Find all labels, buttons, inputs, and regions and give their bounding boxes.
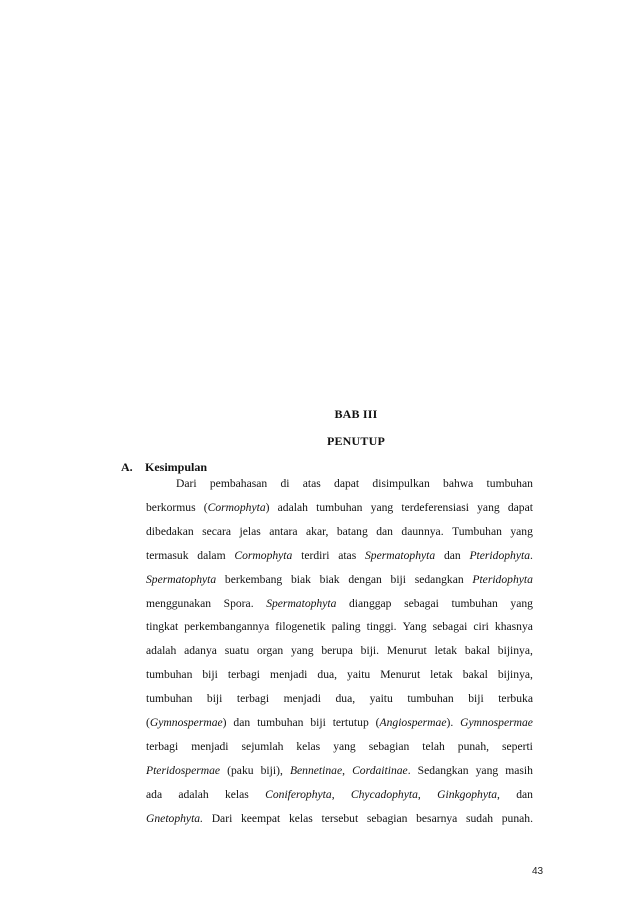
word-group xyxy=(197,549,225,563)
word: sedangkan xyxy=(414,572,464,586)
chapter-title: PENUTUP xyxy=(326,434,386,448)
word-group xyxy=(207,692,222,706)
word-group xyxy=(146,620,178,634)
word: seperti xyxy=(502,739,533,753)
word: biak xyxy=(319,572,340,586)
word: dapat xyxy=(334,477,360,490)
word: tersebut xyxy=(321,811,359,825)
word: paling xyxy=(331,620,361,634)
word-group xyxy=(407,692,453,706)
word: letak xyxy=(430,668,453,682)
word-group xyxy=(224,597,254,611)
word-group xyxy=(404,597,439,611)
word-group xyxy=(333,716,369,730)
word: terbagi xyxy=(227,668,261,682)
word-group xyxy=(280,477,289,491)
word-group xyxy=(237,692,269,706)
word: masih xyxy=(505,763,533,777)
word: berkormus xyxy=(146,500,196,514)
word: Pteridophyta xyxy=(469,548,531,562)
word: ) xyxy=(222,716,227,729)
word-group xyxy=(380,668,420,682)
word-group xyxy=(296,740,320,754)
word-group xyxy=(146,764,220,778)
word-group xyxy=(146,573,216,587)
word-group xyxy=(269,525,297,539)
paragraph-line xyxy=(146,812,533,826)
word-group xyxy=(225,788,249,802)
word: Menurut xyxy=(380,668,421,682)
word-group xyxy=(508,501,533,515)
word-group xyxy=(435,644,458,658)
word-group xyxy=(348,573,381,587)
word-group xyxy=(146,549,189,563)
word-group xyxy=(317,668,337,682)
word: Ginkgophyta xyxy=(437,787,497,801)
paragraph-line xyxy=(146,740,533,754)
word-group xyxy=(146,525,194,539)
word-group xyxy=(270,668,307,682)
word: menggunakan xyxy=(146,596,212,610)
word: biji xyxy=(310,716,326,729)
word-group xyxy=(261,764,283,778)
word-group xyxy=(303,477,321,491)
word-group xyxy=(349,597,392,611)
word: terbagi xyxy=(236,692,270,706)
word: biji xyxy=(202,668,218,682)
word: biji xyxy=(468,692,484,706)
word: terdiri xyxy=(301,548,330,562)
word-group xyxy=(430,668,453,682)
word: akar, xyxy=(306,524,329,538)
word-group xyxy=(316,501,362,515)
word-group xyxy=(284,692,321,706)
word: filogenetik xyxy=(275,620,326,634)
word: dapat xyxy=(507,500,533,514)
word: antara xyxy=(269,524,298,538)
word: ( xyxy=(375,716,380,729)
word-group xyxy=(444,549,461,563)
word-group xyxy=(184,644,217,658)
word: letak xyxy=(434,644,458,658)
word-group xyxy=(391,573,406,587)
word: Gnetophyta. xyxy=(146,811,203,825)
word: kelas xyxy=(296,739,321,753)
word-group xyxy=(225,573,282,587)
paragraph-line xyxy=(146,716,533,730)
word-group xyxy=(473,620,488,634)
word: Spermatophyta xyxy=(266,596,337,610)
word-group xyxy=(403,620,427,634)
word: Chycadophyta xyxy=(350,787,418,801)
word: pembahasan xyxy=(209,477,268,490)
word: dan xyxy=(233,716,251,729)
page-number: 43 xyxy=(532,866,544,877)
word: sebagai xyxy=(432,620,468,634)
word: Pteridophyta xyxy=(472,572,533,586)
word: Tumbuhan xyxy=(452,524,502,538)
word: dua, xyxy=(317,668,338,682)
word: yang xyxy=(333,739,356,753)
word: biak xyxy=(290,572,311,586)
word: Dari xyxy=(176,477,197,490)
word-group xyxy=(443,477,473,491)
word: adalah xyxy=(178,787,209,801)
word-group xyxy=(510,597,533,611)
word: , xyxy=(331,787,335,801)
word-group xyxy=(466,812,493,826)
word: disimpulkan xyxy=(372,477,430,490)
word-group xyxy=(335,692,355,706)
word: Sedangkan xyxy=(417,763,469,777)
word-group xyxy=(437,788,500,802)
word: dianggap xyxy=(348,596,392,610)
word-group xyxy=(146,668,192,682)
word: tinggi. xyxy=(366,620,397,634)
word-group xyxy=(401,525,443,539)
word-group xyxy=(240,525,261,539)
word-group xyxy=(516,788,533,802)
word: , xyxy=(497,787,500,801)
word-group xyxy=(469,549,532,563)
word: tumbuhan xyxy=(407,692,454,706)
word-group xyxy=(458,740,489,754)
word: Cormophyta xyxy=(207,500,266,514)
word-group xyxy=(351,788,421,802)
paragraph-line xyxy=(146,573,533,587)
word: . xyxy=(407,763,411,777)
word: yang xyxy=(475,763,499,777)
word: telah xyxy=(422,739,445,753)
paragraph-line xyxy=(146,788,533,802)
word: yang xyxy=(477,500,500,514)
word: dibedakan xyxy=(146,524,194,538)
word: yaitu xyxy=(347,668,371,682)
word-group xyxy=(146,597,211,611)
word: suatu xyxy=(224,644,250,658)
word: jelas xyxy=(239,524,261,538)
word-group xyxy=(387,644,427,658)
word-group xyxy=(333,740,356,754)
word-group xyxy=(415,573,464,587)
paragraph-line xyxy=(146,692,533,706)
word: tumbuhan xyxy=(146,692,193,706)
word: ( xyxy=(203,500,208,514)
word: ciri xyxy=(473,620,489,634)
word-group xyxy=(266,597,336,611)
chapter-number: BAB III xyxy=(334,407,378,421)
word: dalam xyxy=(197,548,226,562)
word-group xyxy=(463,668,488,682)
word: Coniferophyta xyxy=(265,787,332,801)
word-group xyxy=(178,788,208,802)
word: Pteridospermae xyxy=(146,763,221,777)
word-group xyxy=(477,501,500,515)
word-group xyxy=(301,549,329,563)
word: Bennetinae xyxy=(289,763,343,777)
word-group xyxy=(367,812,408,826)
word: tertutup xyxy=(332,716,369,729)
word-group xyxy=(146,692,192,706)
word-group xyxy=(320,573,340,587)
word-group xyxy=(369,740,410,754)
word: Dari xyxy=(211,811,233,825)
word-group xyxy=(278,501,308,515)
word: dengan xyxy=(348,572,382,586)
word-group xyxy=(191,740,228,754)
word: bakal xyxy=(464,644,490,658)
word: Yang xyxy=(402,620,427,634)
word: menjadi xyxy=(283,692,321,706)
word: Spermatophyta xyxy=(364,548,436,562)
word-group xyxy=(146,788,162,802)
word-group xyxy=(291,573,311,587)
word-group xyxy=(332,620,361,634)
word-group xyxy=(361,644,379,658)
word-group xyxy=(376,716,454,730)
word-group xyxy=(291,644,314,658)
word: biji. xyxy=(360,644,380,658)
word: dua, xyxy=(335,692,356,706)
word-group xyxy=(476,764,499,778)
word-group xyxy=(367,620,397,634)
word: ) xyxy=(265,500,270,514)
word: tumbuhan xyxy=(257,716,304,729)
word-group xyxy=(352,764,411,778)
word-group xyxy=(510,525,533,539)
word: punah. xyxy=(501,811,533,825)
word: berkembang xyxy=(224,572,283,586)
word: yang xyxy=(290,644,314,658)
word-group xyxy=(337,525,368,539)
word: biji xyxy=(390,572,406,586)
word: tumbuhan xyxy=(486,477,533,490)
word-group xyxy=(146,812,203,826)
paragraph-line xyxy=(146,525,533,539)
word: dan xyxy=(376,524,393,538)
word: yang xyxy=(510,596,533,610)
word-group xyxy=(372,477,429,491)
paragraph-line xyxy=(176,477,533,491)
word: bahwa xyxy=(443,477,474,490)
word: adanya xyxy=(184,644,217,658)
word-group xyxy=(306,525,328,539)
word: Spermatophyta xyxy=(146,572,217,586)
word: termasuk xyxy=(146,548,189,562)
word-group xyxy=(460,716,533,730)
word-group xyxy=(487,477,533,491)
word: Cormophyta xyxy=(234,548,293,562)
word-group xyxy=(498,644,533,658)
word-group xyxy=(204,501,270,515)
word-group xyxy=(202,668,217,682)
word: tumbuhan xyxy=(451,596,498,610)
word-group xyxy=(452,525,502,539)
word-group xyxy=(376,525,393,539)
word: bakal xyxy=(462,668,488,682)
word-group xyxy=(227,764,253,778)
word: menjadi xyxy=(270,668,308,682)
section-heading xyxy=(121,460,207,475)
word-group xyxy=(290,764,345,778)
word-group xyxy=(146,644,176,658)
word-group xyxy=(498,668,533,682)
word-group xyxy=(321,812,358,826)
word-group xyxy=(334,477,359,491)
word: di xyxy=(280,477,290,490)
word-group xyxy=(233,716,250,730)
word: sebagai xyxy=(404,596,439,610)
word-group xyxy=(242,740,284,754)
word: terbuka xyxy=(498,692,533,706)
word: dan xyxy=(443,548,461,562)
word-group xyxy=(338,549,356,563)
word: ada xyxy=(146,787,163,801)
word: tumbuhan xyxy=(316,500,363,514)
word-group xyxy=(401,501,469,515)
word-group xyxy=(347,668,370,682)
word-group xyxy=(502,812,533,826)
word: bijinya, xyxy=(497,668,533,682)
word: dan xyxy=(516,787,533,801)
word: tingkat xyxy=(146,620,179,634)
word-group xyxy=(234,549,292,563)
word-group xyxy=(468,692,483,706)
paragraph-line xyxy=(146,597,533,611)
word: Spora. xyxy=(223,596,254,610)
word-group xyxy=(184,620,269,634)
word-group xyxy=(502,740,533,754)
word: yaitu xyxy=(369,692,393,706)
word-group xyxy=(465,644,490,658)
paragraph-line xyxy=(146,668,533,682)
word-group xyxy=(418,764,469,778)
word: Gymnospermae xyxy=(149,716,223,729)
word-group xyxy=(371,501,394,515)
word-group xyxy=(146,501,196,515)
word-group xyxy=(422,740,445,754)
word-group xyxy=(505,764,533,778)
word: besarnya xyxy=(416,811,458,825)
word: atas xyxy=(338,548,357,562)
word: perkembangannya xyxy=(184,620,270,634)
word: kelas xyxy=(224,787,249,801)
word: atas xyxy=(302,477,321,490)
word-group xyxy=(210,477,267,491)
word: sejumlah xyxy=(241,739,284,753)
word: tumbuhan xyxy=(146,668,193,682)
word-group xyxy=(257,644,283,658)
word-group xyxy=(228,668,260,682)
word: , xyxy=(342,763,345,777)
word: daunnya. xyxy=(401,524,444,538)
word: , xyxy=(417,787,421,801)
word-group xyxy=(225,644,249,658)
paragraph-line xyxy=(146,620,533,634)
word: sudah xyxy=(466,811,494,825)
word-group xyxy=(275,620,325,634)
word: batang xyxy=(336,524,368,538)
paragraph-line xyxy=(146,549,533,563)
word: sebagian xyxy=(366,811,408,825)
word-group xyxy=(257,716,303,730)
word-group xyxy=(146,740,178,754)
section-title: Kesimpulan xyxy=(145,460,208,474)
word-group xyxy=(310,716,325,730)
word: biji), xyxy=(260,763,283,777)
word: keempat xyxy=(240,811,281,825)
word-group xyxy=(451,597,497,611)
word: bijinya, xyxy=(497,644,533,658)
word: . xyxy=(530,548,533,562)
word: Gymnospermae xyxy=(460,716,533,729)
word-group xyxy=(321,644,353,658)
word: Menurut xyxy=(386,644,427,658)
word: terbagi xyxy=(146,739,179,753)
word: Angiospermae xyxy=(379,716,447,729)
word: khasnya xyxy=(494,620,533,634)
word-group xyxy=(202,525,231,539)
word: secara xyxy=(202,524,232,538)
word: ( xyxy=(146,716,150,729)
word-group xyxy=(498,692,533,706)
word: adalah xyxy=(277,500,308,514)
word: punah, xyxy=(457,739,490,753)
paragraph-line xyxy=(146,501,533,515)
paragraph-line xyxy=(146,764,533,778)
word: (paku xyxy=(227,763,254,777)
word: terdeferensiasi xyxy=(401,500,469,514)
word-group xyxy=(472,573,533,587)
word: Cordaitinae xyxy=(352,763,408,777)
word: organ xyxy=(256,644,284,658)
word-group xyxy=(241,812,280,826)
word-group xyxy=(265,788,334,802)
word: biji xyxy=(206,692,223,706)
word: yang xyxy=(370,500,394,514)
word-group xyxy=(495,620,533,634)
word: berupa xyxy=(321,644,353,658)
word-group xyxy=(433,620,468,634)
word-group xyxy=(289,812,313,826)
word-group xyxy=(212,812,233,826)
word: sebagian xyxy=(368,739,410,753)
paragraph-line xyxy=(146,644,533,658)
word-group xyxy=(416,812,457,826)
word: yang xyxy=(510,524,533,538)
word-group xyxy=(370,692,393,706)
word: kelas xyxy=(288,811,313,825)
word-group xyxy=(176,477,197,491)
word-group xyxy=(146,716,227,730)
word: adalah xyxy=(146,644,177,658)
word: menjadi xyxy=(191,739,229,753)
section-letter: A. xyxy=(121,460,133,474)
word-group xyxy=(365,549,435,563)
word: ). xyxy=(446,716,454,729)
